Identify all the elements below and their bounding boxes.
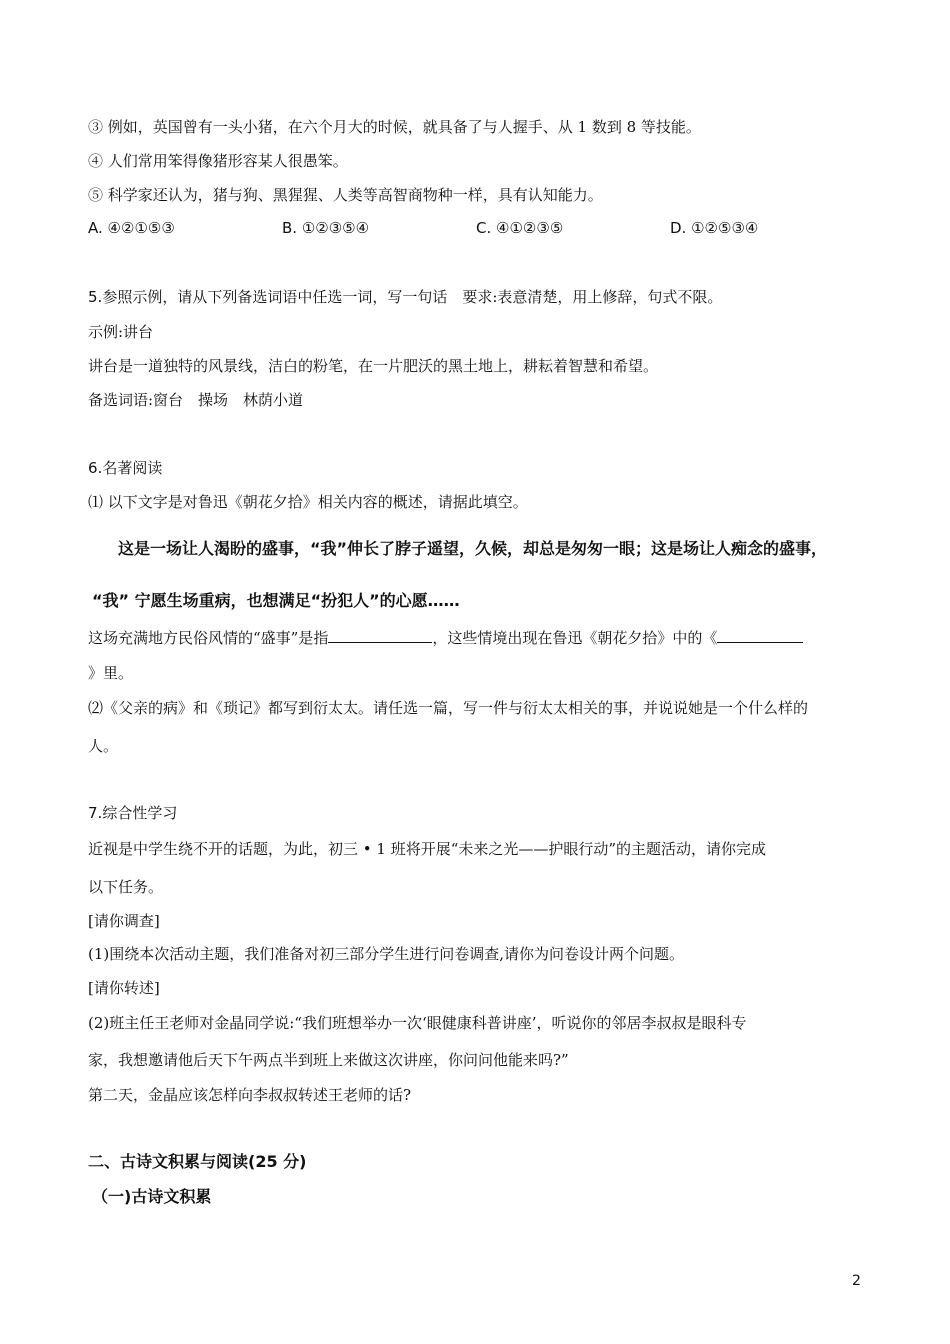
option-key: D. [670,219,687,237]
q4-sentence-3: ③ 例如，英国曾有一头小猪，在六个月大的时候，就具备了与人握手、从 1 数到 8 等技能。 [88,118,701,136]
question-number: 6. [88,459,103,477]
q6-sub1: ⑴ 以下文字是对鲁迅《朝花夕拾》相关内容的概述，请据此填空。 [88,493,528,511]
option-key: C. [476,219,492,237]
option-text: ④①②③⑤ [496,219,564,237]
q7-tag-survey: [请你调查] [88,912,160,930]
q7-task-2-line-1: (2)班主任王老师对金晶同学说:“我们班想举办一次‘眼健康科普讲座’，听说你的邻居李叔叔是眼科专 [88,1014,747,1032]
section-heading: 二、古诗文积累与阅读(25 分) [88,1152,307,1171]
q7-intro-line-1: 近视是中学生绕不开的话题，为此，初三 • 1 班将开展“未来之光——护眼行动”的主题活动，请你完成 [88,840,767,858]
q4-option-b[interactable] [282,217,369,239]
option-text: ①②⑤③④ [691,219,759,237]
q4-option-a[interactable] [88,217,175,239]
q7-title [88,802,177,824]
q5-choices: 备选词语:窗台 操场 林荫小道 [88,391,304,409]
q7-title-text: 综合性学习 [102,804,178,822]
question-number: 7. [88,804,103,822]
q4-option-c[interactable] [476,217,563,239]
option-text: ④②①⑤③ [107,219,175,237]
q6-fill-tail: 》里。 [88,664,134,682]
q6-fill-part-a: 这场充满地方民俗风情的“盛事”是指 [88,629,329,647]
question-number: 5. [88,288,103,306]
q4-option-d[interactable] [670,217,758,239]
section-subheading: （一)古诗文积累 [92,1187,212,1206]
page-number: 2 [852,1273,861,1289]
option-key: A. [88,219,103,237]
q7-task-1: (1)围绕本次活动主题，我们准备对初三部分学生进行问卷调查,请你为问卷设计两个问题。 [88,945,685,963]
q5-example-label: 示例:讲台 [88,323,154,341]
q6-quote-line-2: “我” 宁愿生场重病，也想满足“扮犯人”的心愿…… [92,591,460,610]
q6-title [88,457,162,479]
answer-blank-1[interactable] [328,626,432,643]
q7-task-2-line-2: 家，我想邀请他后天下午两点半到班上来做这次讲座，你问问他能来吗?” [88,1051,569,1069]
q7-intro-line-2: 以下任务。 [88,878,164,896]
answer-blank-2[interactable] [717,626,803,643]
q6-sub2-line-1: ⑵《父亲的病》和《琐记》都写到衍太太。请任选一篇，写一件与衍太太相关的事，并说说她是一个什么样的 [88,699,809,717]
q4-sentence-4: ④ 人们常用笨得像猪形容某人很愚笨。 [88,152,348,170]
q4-sentence-5: ⑤ 科学家还认为，猪与狗、黑猩猩、人类等高智商物种一样，具有认知能力。 [88,186,603,204]
q7-task-2-line-3: 第二天，金晶应该怎样向李叔叔转述王老师的话? [88,1086,412,1104]
q6-fill-line [88,626,803,649]
q6-sub2-line-2: 人。 [88,737,119,755]
option-text: ①②③⑤④ [301,219,370,237]
q6-fill-part-b: ，这些情境出现在鲁迅《朝花夕拾》中的《 [432,629,718,647]
q5-stem-text: 参照示例，请从下列备选词语中任选一词，写一句话 要求:表意清楚，用上修辞，句式不限。 [102,288,723,306]
q7-tag-relay: [请你转述] [88,979,160,997]
q6-title-text: 名著阅读 [102,459,163,477]
q5-example-text: 讲台是一道独特的风景线，洁白的粉笔，在一片肥沃的黑土地上，耕耘着智慧和希望。 [88,357,659,375]
q5-stem [88,286,722,308]
option-key: B. [282,219,298,237]
q6-quote-line-1: 这是一场让人渴盼的盛事，“我”伸长了脖子遥望，久候，却总是匆匆一眼；这是场让人痴念的盛事， [118,539,828,558]
